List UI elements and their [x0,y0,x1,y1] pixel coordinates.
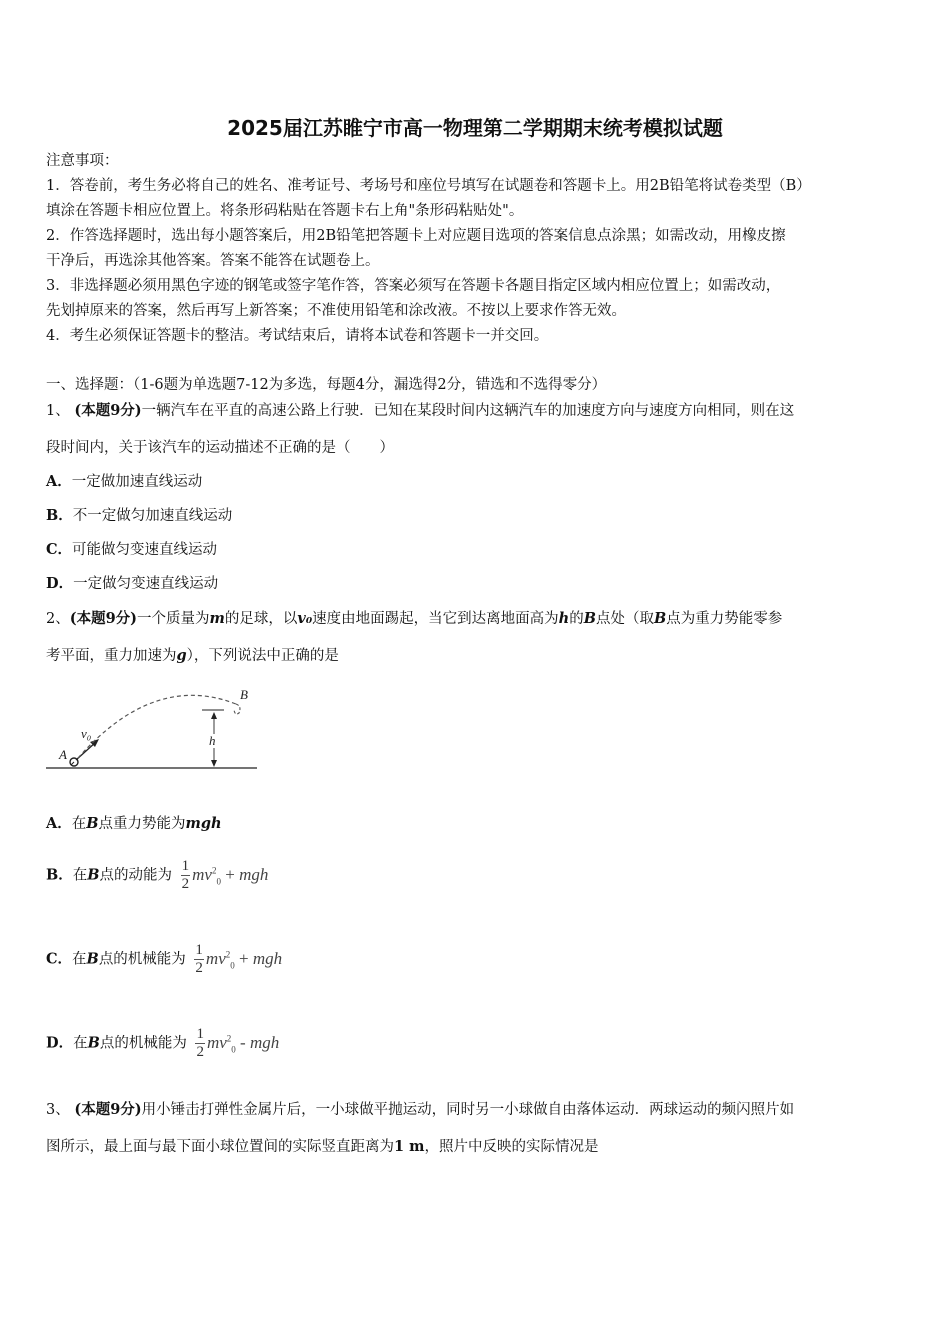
formula [205,948,283,971]
formula-op: + [225,864,235,884]
q1-option-a[interactable] [46,473,202,491]
notice-line: 4．考生必须保证答题卡的整洁。考试结束后，请将本试卷和答题卡一并交回。 [46,328,549,344]
var-B: B [86,950,99,968]
formula-sub: 0 [230,960,235,971]
option-label: B． [46,866,73,884]
formula-mv: mv [206,1032,227,1052]
var-B: B [86,815,99,832]
formula-mv: mv [192,864,212,884]
formula-sup: 2 [226,1033,232,1043]
var-B: B [583,610,596,627]
formula-op: - [240,1032,246,1052]
formula [206,1032,280,1055]
option-text: 在 [72,867,88,884]
numerator: 1 [195,942,203,959]
text-segment: ），下列说法中正确的是 [186,648,339,664]
trajectory-figure [44,682,264,777]
formula-sub: 0 [216,876,221,887]
formula-mv: mv [205,948,226,968]
height-arrowhead-up [211,712,217,719]
option-text: 一定做加速直线运动 [71,474,203,490]
option-text: 点的机械能为 [99,1035,187,1052]
formula-sup: 2 [211,865,217,875]
question-3-line-1 [46,1101,794,1119]
label-A: A [59,747,67,762]
label-B: B [240,687,248,702]
text-segment: 点处（取 [595,611,654,627]
option-text: 点的机械能为 [98,951,186,968]
question-1-line-2: 段时间内，关于该汽车的运动描述不正确的是（ ） [46,440,394,456]
question-score: (本题9分) [74,1101,142,1118]
notice-line: 2．作答选择题时，选出每小题答案后，用2B铅笔把答题卡上对应题目选项的答案信息点涂黑；如需改动，用橡皮擦 [46,228,786,244]
option-text: 在 [73,1035,88,1052]
var-m: m [209,610,225,627]
question-2-line-1 [46,610,782,628]
distance-value: 1 m [394,1138,425,1155]
trajectory-end [234,704,240,714]
question-text: 一辆汽车在平直的高速公路上行驶．已知在某段时间内这辆汽车的加速度方向与速度方向相同，则在这 [141,403,795,419]
notice-heading: 注意事项： [46,153,119,169]
notice-line: 填涂在答题卡相应位置上。将条形码粘贴在答题卡右上角"条形码粘贴处"。 [46,203,524,219]
option-label: D． [46,575,74,592]
fraction [194,942,204,977]
question-3-line-2 [46,1138,598,1156]
formula-sub: 0 [231,1044,236,1055]
q2-option-c[interactable] [46,935,282,984]
option-label: B． [46,507,73,524]
formula-op: + [239,948,249,968]
formula-sup: 2 [225,949,231,959]
option-text: 可能做匀变速直线运动 [72,542,218,558]
text-segment: 一个质量为 [137,611,210,627]
text-segment: 的 [569,611,584,627]
var-g: g [176,647,187,664]
section-heading: 一、选择题：（1-6题为单选题7-12为多选，每题4分，漏选得2分，错选和不选得零分） [46,377,607,393]
text-segment: 考平面，重力加速为 [46,648,177,664]
question-number: 3、 [46,1102,70,1118]
numerator: 1 [196,1026,204,1043]
page-title: 2025届江苏睢宁市高一物理第二学期期末统考模拟试题 [227,116,723,140]
denominator: 2 [196,1044,204,1061]
option-label: C． [46,950,73,968]
formula [192,864,269,887]
var-h: h [558,610,570,627]
q2-option-d[interactable] [46,1019,279,1068]
option-label: A． [46,815,72,832]
question-1-line-1 [46,402,794,420]
ball-mark [71,762,74,765]
option-text: 不一定做匀加速直线运动 [72,508,233,524]
denominator: 2 [195,960,203,977]
var-B: B [87,1034,100,1052]
text-segment: 图所示，最上面与最下面小球位置间的实际竖直距离为 [46,1139,394,1155]
fraction [181,858,191,893]
text-segment: 速度由地面踢起，当它到达离地面高为 [312,611,559,627]
option-text: 在 [72,951,87,968]
var-v0: v₀ [297,610,313,627]
notice-line: 干净后，再选涂其他答案。答案不能答在试题卷上。 [46,253,380,269]
question-score: (本题9分) [74,402,142,419]
question-2-line-2 [46,647,339,665]
option-label: C． [46,541,73,558]
question-number: 2、 [46,611,70,627]
question-text: 用小锤击打弹性金属片后，一小球做平抛运动，同时另一小球做自由落体运动．两球运动的频闪照片如 [141,1102,795,1118]
formula: mgh [185,815,222,832]
option-text: 一定做匀变速直线运动 [73,576,219,592]
label-v0: v₀ [81,726,92,741]
q1-option-d[interactable] [46,575,218,593]
formula-tail: mgh [239,864,269,884]
formula-tail: mgh [252,948,283,968]
label-h: h [209,733,216,748]
question-score: (本题9分) [69,610,138,627]
var-B: B [87,866,100,884]
text-segment: 的足球，以 [224,611,298,627]
notice-line: 先划掉原来的答案，然后再写上新答案；不准使用铅笔和涂改液。不按以上要求作答无效。 [46,303,626,319]
numerator: 1 [181,858,190,875]
height-arrowhead-down [211,760,217,767]
question-number: 1、 [46,403,70,419]
notice-line: 1．答卷前，考生务必将自己的姓名、准考证号、考场号和座位号填写在试题卷和答题卡上。用2B铅笔将试卷类型（B） [46,178,811,194]
trajectory-path [78,695,236,758]
q2-option-a[interactable] [46,815,222,833]
option-text: 在 [71,816,87,832]
q2-option-b[interactable] [46,851,268,900]
text-segment: ，照片中反映的实际情况是 [424,1139,599,1155]
option-label: D． [46,1034,74,1052]
var-B: B [653,610,667,627]
option-text: 点的动能为 [99,867,173,884]
denominator: 2 [181,876,190,893]
notice-line: 3．非选择题必须用黑色字迹的钢笔或签字笔作答，答案必须写在答题卡各题目指定区域内相应位置上；如需改动， [46,278,781,294]
formula-tail: mgh [249,1032,280,1052]
fraction [195,1026,205,1061]
option-text: 点重力势能为 [98,816,186,832]
option-label: A． [46,473,72,490]
q1-option-b[interactable] [46,507,232,525]
q1-option-c[interactable] [46,541,217,559]
text-segment: 点为重力势能零参 [666,611,783,627]
